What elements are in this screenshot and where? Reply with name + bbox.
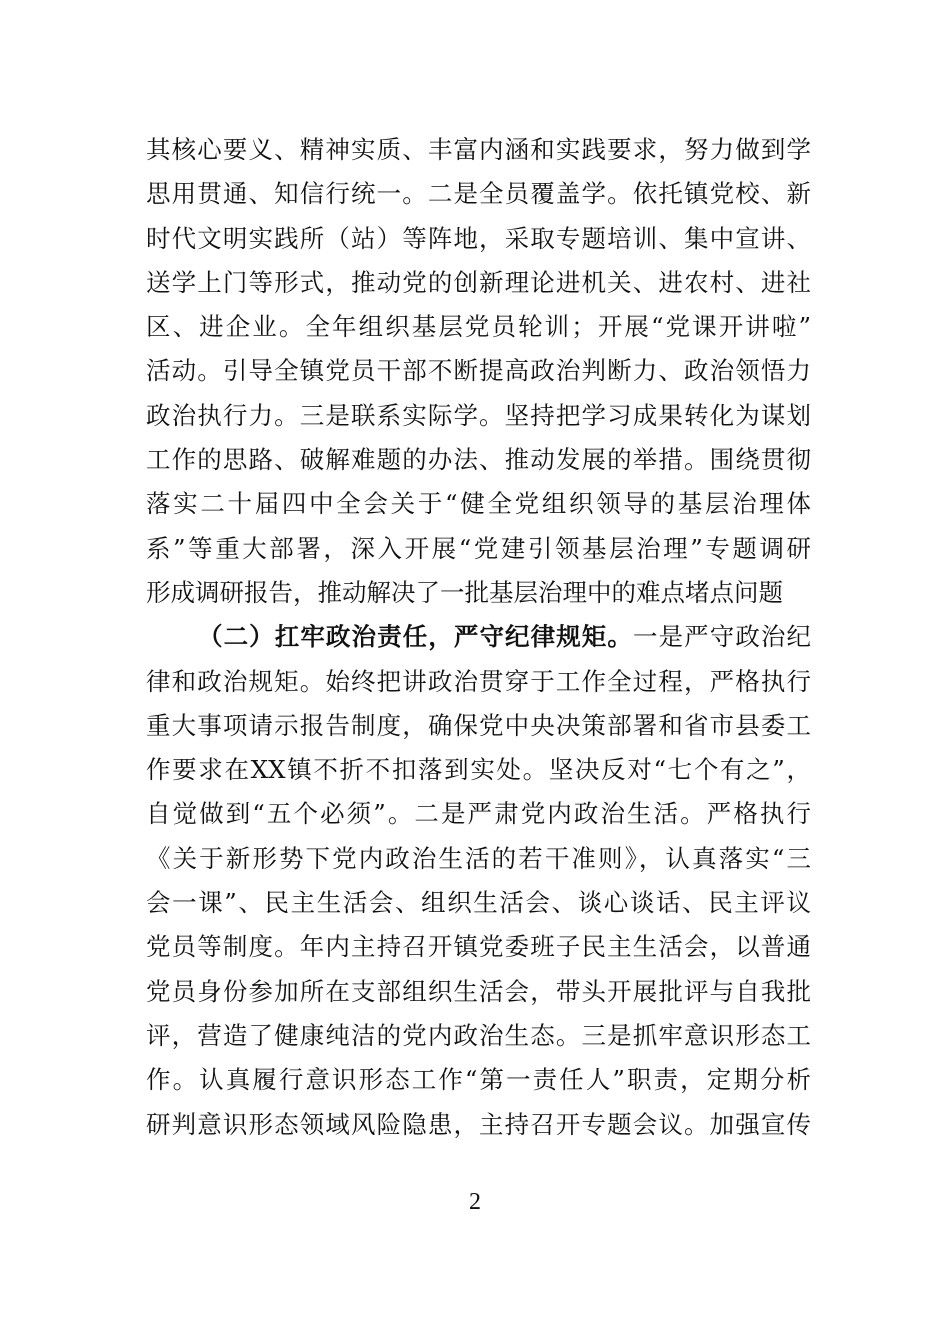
section-2-line-9: 评，营造了健康纯洁的党内政治生态。三是抓牢意识形态工 (146, 1020, 811, 1050)
section-2-line-6: 会一课”、民主生活会、组织生活会、谈心谈话、民主评议 (146, 888, 811, 918)
text-line-3: 时代文明实践所（站）等阵地，采取专题培训、集中宣讲、 (146, 223, 811, 253)
text-line-8: 工作的思路、破解难题的办法、推动发展的举措。围绕贯彻 (146, 445, 811, 475)
text-line-11: 形成调研报告，推动解决了一批基层治理中的难点堵点问题 (146, 577, 783, 607)
section-2-line-8: 党员身份参加所在支部组织生活会，带头开展批评与自我批 (146, 976, 811, 1006)
text-line-5: 区、进企业。全年组织基层党员轮训；开展“党课开讲啦” (146, 312, 811, 342)
section-2-line-2: 重大事项请示报告制度，确保党中央决策部署和省市县委工 (146, 710, 811, 740)
text-line-10: 系”等重大部署，深入开展“党建引领基层治理”专题调研 (146, 533, 811, 563)
section-2-first-line (146, 615, 811, 659)
section-2-line-11: 研判意识形态领域风险隐患，主持召开专题会议。加强宣传 (146, 1109, 811, 1139)
body-text (146, 128, 811, 1147)
section-2-line-10: 作。认真履行意识形态工作“第一责任人”职责，定期分析 (146, 1065, 811, 1095)
page-number: 2 (469, 1189, 481, 1215)
section-2-line-4: 自觉做到“五个必须”。二是严肃党内政治生活。严格执行 (146, 799, 811, 829)
section-2-line-3: 作要求在XX镇不折不扣落到实处。坚决反对“七个有之”， (146, 755, 811, 785)
section-2-first-line-rest: 一是严守政治纪 (632, 622, 811, 652)
section-2-line-1: 律和政治规矩。始终把讲政治贯穿于工作全过程，严格执行 (146, 666, 811, 696)
text-line-7: 政治执行力。三是联系实际学。坚持把学习成果转化为谋划 (146, 400, 811, 430)
text-line-9: 落实二十届四中全会关于“健全党组织领导的基层治理体 (146, 489, 811, 519)
section-2-line-5: 《关于新形势下党内政治生活的若干准则》，认真落实“三 (146, 843, 811, 873)
section-2-heading: （二）扛牢政治责任，严守纪律规矩。 (198, 622, 633, 652)
text-line-6: 活动。引导全镇党员干部不断提高政治判断力、政治领悟力 (146, 356, 811, 386)
text-line-2: 思用贯通、知信行统一。二是全员覆盖学。依托镇党校、新 (146, 179, 811, 209)
section-2-line-7: 党员等制度。年内主持召开镇党委班子民主生活会，以普通 (146, 932, 811, 962)
text-line-1: 其核心要义、精神实质、丰富内涵和实践要求，努力做到学 (146, 135, 811, 164)
text-line-4: 送学上门等形式，推动党的创新理论进机关、进农村、进社 (146, 267, 811, 297)
